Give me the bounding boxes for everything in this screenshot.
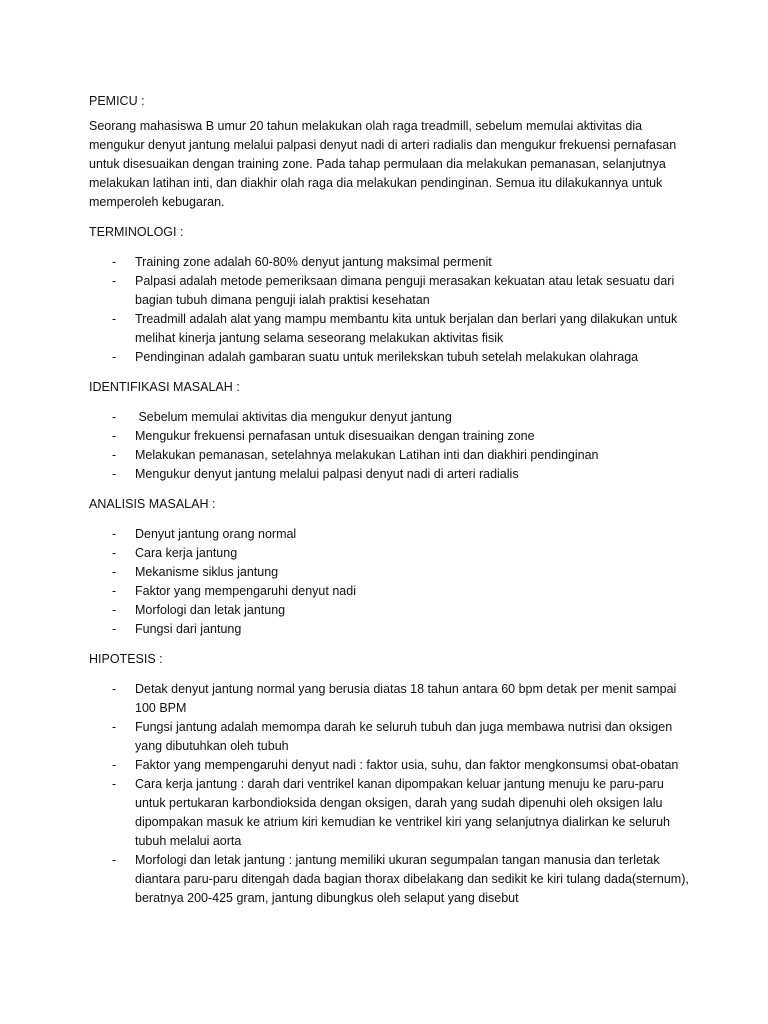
list-item-text: Pendinginan adalah gambaran suatu untuk merilekskan tubuh setelah melakukan olahraga — [135, 350, 639, 364]
list-item — [89, 427, 689, 446]
list-item — [89, 775, 689, 851]
dash-bullet: - — [112, 777, 117, 791]
list-item — [89, 544, 689, 563]
list-item-text: Faktor yang mempengaruhi denyut nadi — [135, 584, 356, 598]
list-item — [89, 718, 689, 756]
list-item — [89, 465, 689, 484]
list-item-text: Fungsi dari jantung — [135, 622, 242, 636]
list-item — [89, 525, 689, 544]
list-item-text: Cara kerja jantung — [135, 546, 238, 560]
dash-bullet: - — [112, 758, 117, 772]
list-item — [89, 851, 689, 908]
dash-bullet: - — [112, 274, 117, 288]
identifikasi-heading: IDENTIFIKASI MASALAH : — [89, 380, 240, 394]
list-item — [89, 582, 689, 601]
document-page — [89, 92, 689, 908]
dash-bullet: - — [112, 584, 117, 598]
list-item-text: Training zone adalah 60-80% denyut jantung maksimal permenit — [135, 255, 492, 269]
dash-bullet: - — [112, 350, 117, 364]
pemicu-text: Seorang mahasiswa B umur 20 tahun melakukan olah raga treadmill, sebelum memulai aktivitas dia mengukur denyut jantung melalui palpasi denyut nadi di arteri radialis dan mengukur frekuensi pernafasan untuk disesuaikan dengan training zone. Pada tahap permulaan dia melakukan pemanasan, selanjutnya melakukan latihan inti, dan diakhir olah raga dia melakukan pendinginan. Semua itu dilakukannya untuk memperoleh kebugaran. — [89, 119, 677, 209]
analisis-heading: ANALISIS MASALAH : — [89, 497, 216, 511]
list-item — [89, 408, 689, 427]
list-item-text: Mengukur frekuensi pernafasan untuk disesuaikan dengan training zone — [135, 429, 535, 443]
dash-bullet: - — [112, 853, 117, 867]
list-item — [89, 272, 689, 310]
list-item-text: Mekanisme siklus jantung — [135, 565, 279, 579]
dash-bullet: - — [112, 527, 117, 541]
dash-bullet: - — [112, 603, 117, 617]
dash-bullet: - — [112, 429, 117, 443]
list-item-text: Cara kerja jantung : darah dari ventrikel kanan dipompakan keluar jantung menuju ke paru-paru untuk pertukaran karbondioksida dengan oksigen, darah yang sudah dipenuhi oleh oksigen lalu dipompakan masuk ke atrium kiri kemudian ke ventrikel kiri yang selanjutnya dialirkan ke seluruh tubuh melalui aorta — [135, 777, 670, 848]
dash-bullet: - — [112, 682, 117, 696]
list-item — [89, 620, 689, 639]
list-item — [89, 756, 689, 775]
dash-bullet: - — [112, 565, 117, 579]
dash-bullet: - — [112, 622, 117, 636]
list-item — [89, 310, 689, 348]
list-item — [89, 680, 689, 718]
list-item — [89, 601, 689, 620]
dash-bullet: - — [112, 720, 117, 734]
list-item-text: Sebelum memulai aktivitas dia mengukur denyut jantung — [135, 410, 452, 424]
identifikasi-list — [89, 408, 689, 484]
hipotesis-heading: HIPOTESIS : — [89, 652, 163, 666]
list-item-text: Mengukur denyut jantung melalui palpasi denyut nadi di arteri radialis — [135, 467, 519, 481]
list-item-text: Fungsi jantung adalah memompa darah ke seluruh tubuh dan juga membawa nutrisi dan oksigen yang dibutuhkan oleh tubuh — [135, 720, 673, 753]
hipotesis-list — [89, 680, 689, 908]
dash-bullet: - — [112, 312, 117, 326]
dash-bullet: - — [112, 410, 117, 424]
list-item-text: Detak denyut jantung normal yang berusia diatas 18 tahun antara 60 bpm detak per menit sampai 100 BPM — [135, 682, 677, 715]
pemicu-heading: PEMICU : — [89, 94, 145, 108]
list-item-text: Treadmill adalah alat yang mampu membantu kita untuk berjalan dan berlari yang dilakukan untuk melihat kinerja jantung selama seseorang melakukan aktivitas fisik — [135, 312, 678, 345]
dash-bullet: - — [112, 467, 117, 481]
dash-bullet: - — [112, 448, 117, 462]
terminologi-list — [89, 253, 689, 367]
dash-bullet: - — [112, 255, 117, 269]
list-item — [89, 348, 689, 367]
dash-bullet: - — [112, 546, 117, 560]
list-item-text: Faktor yang mempengaruhi denyut nadi : faktor usia, suhu, dan faktor mengkonsumsi obat-obatan — [135, 758, 679, 772]
list-item-text: Denyut jantung orang normal — [135, 527, 297, 541]
list-item — [89, 446, 689, 465]
list-item — [89, 563, 689, 582]
terminologi-heading: TERMINOLOGI : — [89, 225, 184, 239]
list-item — [89, 253, 689, 272]
list-item-text: Morfologi dan letak jantung — [135, 603, 286, 617]
list-item-text: Palpasi adalah metode pemeriksaan dimana penguji merasakan kekuatan atau letak sesuatu dari bagian tubuh dimana penguji ialah praktisi kesehatan — [135, 274, 675, 307]
list-item-text: Melakukan pemanasan, setelahnya melakukan Latihan inti dan diakhiri pendinginan — [135, 448, 599, 462]
list-item-text: Morfologi dan letak jantung : jantung memiliki ukuran segumpalan tangan manusia dan terletak diantara paru-paru ditengah dada bagian thorax dibelakang dan sedikit ke kiri tulang dada(sternum), beratnya 200-425 gram, jantung dibungkus oleh selaput yang disebut — [135, 853, 689, 905]
analisis-list — [89, 525, 689, 639]
